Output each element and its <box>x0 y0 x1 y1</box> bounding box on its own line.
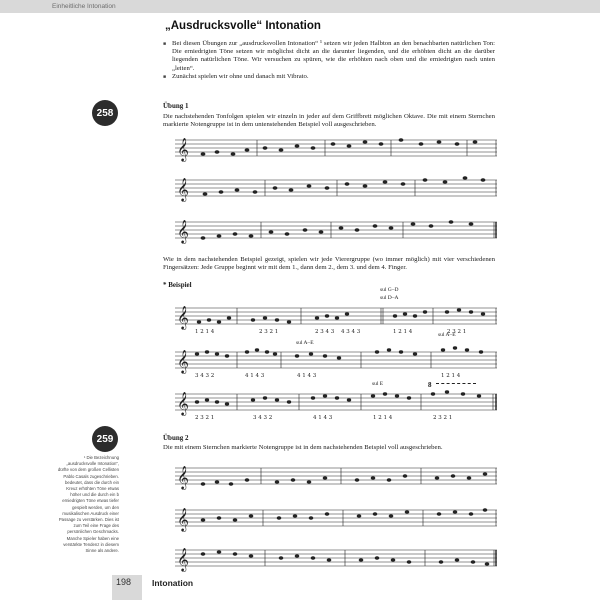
string-label-ae-1: sul A–E <box>296 340 314 346</box>
exercise-number-badge-259: 259 <box>92 426 118 452</box>
header-band <box>140 0 600 13</box>
music-staff-2 <box>175 172 497 202</box>
footer-title: Intonation <box>152 578 194 588</box>
ottava-mark: 8 <box>428 381 432 389</box>
music-staff-6 <box>175 542 497 572</box>
exercise-heading-2: Übung 2 <box>163 434 189 442</box>
string-label-e: sul E <box>372 381 384 387</box>
svg-text:𝄞: 𝄞 <box>177 507 189 531</box>
fingering-1: 1 2 1 4 <box>195 329 215 334</box>
staff-svg-3 <box>175 214 497 248</box>
margin-note: ¹ Die Bezeichnung „ausdrucksvolle Intonation“, dürfte von dem großen Cellisten Pablo Casals zugeschrieben. bedeutet, dass die durch ein Kreuz erhöhten Töne etwas höher und die durch ein b erniedrigten Töne etwas tiefer gespielt werden, um den musikalischen Ausdruck einer Passage zu verstärken. Dies ist zum Teil eine Frage des persönlichen Geschmacks. Manche Spieler haben eine verstärkte Tendenz in diesem Sinne als andere. <box>57 455 119 554</box>
example-staff-svg-3 <box>175 386 497 420</box>
ottava-line <box>436 383 476 384</box>
svg-text:𝄞: 𝄞 <box>177 391 189 415</box>
exercise-1-text: Die nachstehenden Tonfolgen spielen wir einzeln in jeder auf dem Griffbrett möglichen Oktave. Die mit einem Sternchen markierte Notengruppe ist in dem untenstehenden Beispiel voll ausgeschrieben. <box>163 113 495 129</box>
intro-bullet-2: ■ Zunächst spielen wir ohne und danach mit Vibrato. <box>163 73 495 81</box>
staff-svg-5 <box>175 502 497 536</box>
staff-svg-4 <box>175 460 497 494</box>
example-staff-svg-1 <box>175 300 497 334</box>
example-label: * Beispiel <box>163 281 192 289</box>
example-staff-3 <box>175 386 497 420</box>
string-label-gd: sul G–D <box>380 287 399 293</box>
staff-svg-2 <box>175 172 497 206</box>
fingering-14: 1 2 1 4 <box>373 415 393 420</box>
exercise-2-text: Die mit einem Sternchen markierte Notengruppe ist in dem nachstehenden Beispiel voll ausgeschrieben. <box>163 444 443 451</box>
staff-svg-6 <box>175 542 497 576</box>
svg-text:𝄞: 𝄞 <box>177 465 189 489</box>
string-label-da: sul D–A <box>380 295 399 301</box>
svg-text:𝄞: 𝄞 <box>177 305 189 329</box>
fingering-text: Wie in dem nachstehenden Beispiel gezeigt, spielen wir jede Vierergruppe (wo immer möglich) mit vier verschiedenen Fingersätzen: Jede Gruppe beginnt wir mit dem 1., dann dem 2., dem 3. und dem 4. Finger. <box>163 256 495 272</box>
svg-text:𝄞: 𝄞 <box>177 177 189 201</box>
string-label-ae-2: sul A–E <box>438 332 456 338</box>
music-staff-1 <box>175 132 497 162</box>
fingering-15: 2 3 2 1 <box>433 415 453 420</box>
music-staff-5 <box>175 502 497 532</box>
music-staff-3 <box>175 214 497 244</box>
svg-text:𝄞: 𝄞 <box>177 219 189 243</box>
svg-text:𝄞: 𝄞 <box>177 137 189 161</box>
fingering-5: 1 2 1 4 <box>393 329 413 334</box>
running-head: Einheitliche Intonation <box>0 0 150 13</box>
svg-text:𝄞: 𝄞 <box>177 349 189 373</box>
example-staff-1 <box>175 300 497 334</box>
fingering-2: 2 3 2 1 <box>259 329 279 334</box>
intro-bullet-1: ■ Bei diesen Übungen zur „ausdrucksvollen Intonation“ ¹ setzen wir jeden Halbton an den benachbarten natürlichen Ton: Die erniedrigten Töne setzen wir möglichst dicht an die darunter liegenden, und die erhöhten dicht an die darüber liegenden natürlichen Töne. Wir versuchen zu spüren, wie die erhöhten nach oben und die erniedrigten nach unten „leiten“. <box>163 40 495 73</box>
fingering-10: 1 2 1 4 <box>441 373 461 378</box>
fingering-3: 2 3 4 3 <box>315 329 335 334</box>
intro-text <box>163 40 495 81</box>
fingering-13: 4 1 4 3 <box>313 415 333 420</box>
music-staff-4 <box>175 460 497 490</box>
fingering-12: 3 4 3 2 <box>253 415 273 420</box>
fingering-11: 2 3 2 1 <box>195 415 215 420</box>
example-staff-svg-2 <box>175 344 497 378</box>
fingering-4: 4 3 4 3 <box>341 329 361 334</box>
fingering-7: 3 4 3 2 <box>195 373 215 378</box>
section-title: „Ausdrucksvolle“ Intonation <box>165 20 321 32</box>
fingering-8: 4 1 4 3 <box>245 373 265 378</box>
exercise-heading-1: Übung 1 <box>163 102 189 110</box>
fingering-9: 4 1 4 3 <box>297 373 317 378</box>
example-staff-2 <box>175 344 497 378</box>
staff-svg-1 <box>175 132 497 166</box>
fingering-6: 2 3 2 1 <box>447 329 467 334</box>
exercise-number-badge-258: 258 <box>92 100 118 126</box>
page-number: 198 <box>116 577 132 587</box>
svg-text:𝄞: 𝄞 <box>177 547 189 571</box>
